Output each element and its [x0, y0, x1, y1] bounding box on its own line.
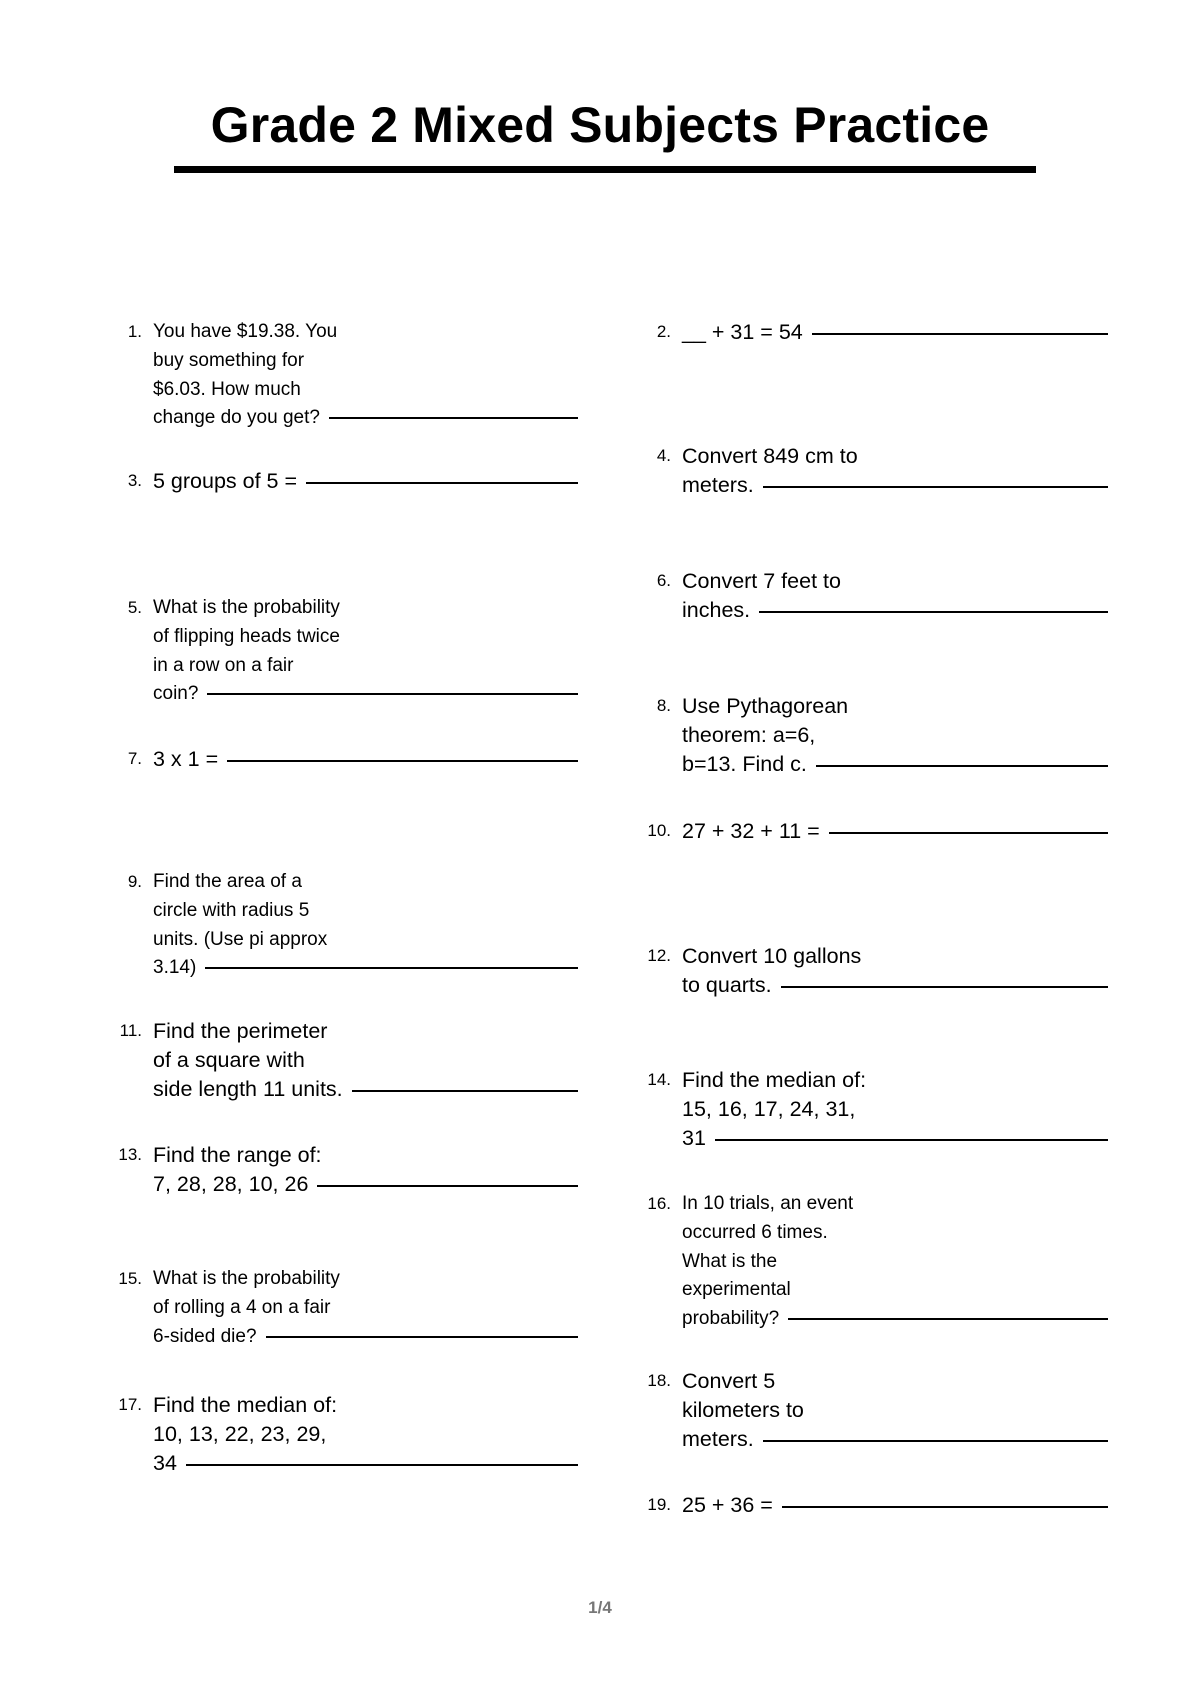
answer-blank[interactable]: [788, 1318, 1108, 1320]
answer-blank[interactable]: [829, 832, 1108, 834]
question-text-line: 25 + 36 =: [682, 1493, 773, 1517]
question-text-line: 5 groups of 5 =: [153, 469, 298, 493]
answer-blank[interactable]: [317, 1185, 578, 1187]
question-number: 3.: [127, 471, 142, 490]
question-body: [153, 467, 578, 496]
question-number: 15.: [118, 1269, 142, 1288]
question-text-line: 3 x 1 =: [153, 747, 219, 771]
question-7: [102, 745, 578, 774]
question-body: [153, 1391, 578, 1479]
question-body: [682, 942, 1108, 1000]
question-text-line: 27 + 32 + 11 =: [682, 819, 820, 843]
answer-blank[interactable]: [781, 986, 1108, 988]
question-number: 5.: [127, 598, 142, 617]
question-body: [153, 1265, 578, 1351]
question-body: [682, 1491, 1108, 1520]
answer-blank[interactable]: [759, 611, 1108, 613]
title-underline: [174, 166, 1036, 173]
question-text-line: change do you get?: [153, 407, 320, 429]
question-body: [682, 1190, 1108, 1334]
question-text-line: experimental: [682, 1279, 791, 1301]
question-1: [102, 318, 578, 433]
question-text-line: 34: [153, 1451, 177, 1476]
answer-blank[interactable]: [782, 1506, 1108, 1508]
question-text-line: 31: [682, 1126, 706, 1151]
question-text-line: Convert 5: [682, 1369, 776, 1393]
question-body: [153, 594, 578, 709]
question-text-line: 15, 16, 17, 24, 31,: [682, 1097, 856, 1122]
question-text-line: of flipping heads twice: [153, 625, 340, 647]
question-text-line: buy something for: [153, 349, 305, 371]
answer-blank[interactable]: [186, 1464, 578, 1466]
question-number: 16.: [647, 1194, 671, 1213]
question-3: [102, 467, 578, 496]
question-text-line: 3.14): [153, 957, 197, 979]
question-number: 13.: [118, 1145, 142, 1164]
question-body: [682, 318, 1108, 347]
question-text-line: probability?: [682, 1308, 780, 1330]
question-9: [102, 868, 578, 983]
question-text-line: In 10 trials, an event: [682, 1193, 854, 1214]
question-4: [631, 442, 1108, 500]
question-text-line: 10, 13, 22, 23, 29,: [153, 1422, 327, 1447]
question-text-line: Convert 10 gallons: [682, 944, 862, 968]
question-body: [682, 442, 1108, 500]
answer-blank[interactable]: [352, 1090, 578, 1092]
question-text-line: kilometers to: [682, 1398, 804, 1423]
question-text-line: b=13. Find c.: [682, 752, 807, 777]
question-number: 1.: [127, 322, 142, 341]
answer-blank[interactable]: [763, 486, 1108, 488]
question-number: 8.: [656, 696, 671, 715]
question-text-line: __ + 31 = 54: [682, 320, 803, 344]
question-text-line: meters.: [682, 473, 754, 498]
question-body: [682, 567, 1108, 625]
question-10: [631, 817, 1108, 846]
question-text-line: units. (Use pi approx: [153, 928, 328, 950]
question-text-line: What is the probability: [153, 597, 340, 618]
question-14: [631, 1066, 1108, 1154]
answer-blank[interactable]: [266, 1336, 578, 1338]
question-text-line: to quarts.: [682, 973, 772, 998]
page-number: 1/4: [588, 1598, 612, 1617]
question-number: 12.: [647, 946, 671, 965]
question-body: [153, 745, 578, 774]
question-15: [102, 1265, 578, 1351]
question-number: 18.: [647, 1371, 671, 1390]
question-text-line: of rolling a 4 on a fair: [153, 1296, 331, 1318]
question-8: [631, 692, 1108, 780]
question-text-line: You have $19.38. You: [153, 321, 338, 342]
question-text-line: of a square with: [153, 1048, 305, 1073]
question-6: [631, 567, 1108, 625]
question-body: [682, 1367, 1108, 1455]
question-text-line: circle with radius 5: [153, 899, 310, 921]
question-text-line: 7, 28, 28, 10, 26: [153, 1172, 309, 1197]
question-text-line: Convert 7 feet to: [682, 569, 841, 593]
question-text-line: in a row on a fair: [153, 654, 294, 676]
question-number: 10.: [647, 821, 671, 840]
question-text-line: What is the probability: [153, 1268, 340, 1289]
question-5: [102, 594, 578, 709]
question-18: [631, 1367, 1108, 1455]
question-2: [631, 318, 1108, 347]
question-text-line: side length 11 units.: [153, 1077, 343, 1102]
answer-blank[interactable]: [329, 417, 578, 419]
question-text-line: occurred 6 times.: [682, 1221, 828, 1243]
question-number: 19.: [647, 1495, 671, 1514]
question-body: [153, 1141, 578, 1199]
question-number: 9.: [127, 872, 142, 891]
answer-blank[interactable]: [207, 693, 578, 695]
question-body: [682, 1066, 1108, 1154]
question-number: 14.: [647, 1070, 671, 1089]
answer-blank[interactable]: [306, 482, 578, 484]
question-text-line: What is the: [682, 1250, 778, 1272]
question-text-line: Find the median of:: [682, 1068, 867, 1092]
question-13: [102, 1141, 578, 1199]
question-text-line: Convert 849 cm to: [682, 444, 858, 468]
question-text-line: Find the area of a: [153, 871, 302, 892]
question-number: 11.: [119, 1021, 142, 1040]
question-text-line: Find the range of:: [153, 1143, 322, 1167]
question-text-line: theorem: a=6,: [682, 723, 816, 748]
answer-blank[interactable]: [816, 765, 1108, 767]
question-body: [153, 318, 578, 433]
answer-blank[interactable]: [227, 760, 578, 762]
question-text-line: Find the median of:: [153, 1393, 338, 1417]
question-text-line: 6-sided die?: [153, 1325, 257, 1347]
question-11: [102, 1017, 578, 1105]
answer-blank[interactable]: [715, 1139, 1108, 1141]
question-19: [631, 1491, 1108, 1520]
question-number: 2.: [656, 322, 671, 341]
answer-blank[interactable]: [812, 333, 1108, 335]
question-text-line: inches.: [682, 598, 751, 623]
question-number: 17.: [118, 1395, 142, 1414]
answer-blank[interactable]: [205, 967, 578, 969]
question-body: [153, 1017, 578, 1105]
question-12: [631, 942, 1108, 1000]
question-body: [682, 692, 1108, 780]
question-text-line: Find the perimeter: [153, 1019, 328, 1043]
answer-blank[interactable]: [763, 1440, 1108, 1442]
question-body: [153, 868, 578, 983]
question-body: [682, 817, 1108, 846]
question-number: 4.: [656, 446, 671, 465]
question-text-line: coin?: [153, 683, 199, 705]
question-text-line: Use Pythagorean: [682, 694, 849, 718]
question-16: [631, 1190, 1108, 1334]
question-text-line: meters.: [682, 1427, 754, 1452]
worksheet-title: Grade 2 Mixed Subjects Practice: [210, 97, 990, 153]
question-number: 6.: [656, 571, 671, 590]
question-number: 7.: [127, 749, 142, 768]
question-17: [102, 1391, 578, 1479]
question-text-line: $6.03. How much: [153, 378, 301, 400]
